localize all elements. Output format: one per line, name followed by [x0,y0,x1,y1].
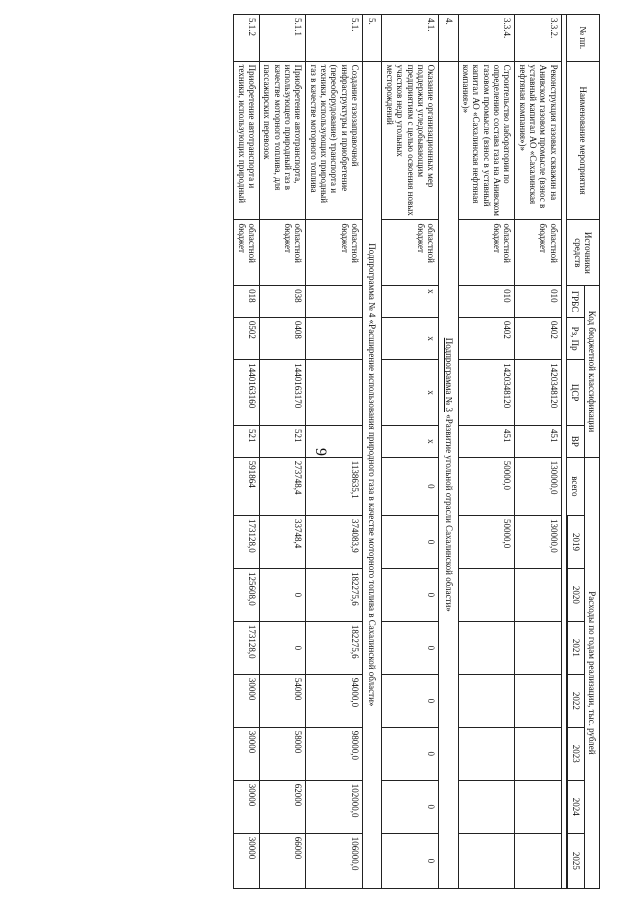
col-total-header: всего [566,457,584,515]
row-csr: 1440163160 [234,360,260,426]
row-2023 [458,727,515,780]
row-num: 3.3.4. [458,15,515,62]
row-rzpr: х [382,317,439,359]
col-grbs-header: ГРБС [566,286,584,318]
row-grbs: 038 [260,286,306,318]
header-row-1 [584,15,599,889]
row-2024 [515,780,561,833]
table-row [234,15,260,889]
row-2023: 0 [382,727,439,780]
row-grbs: 018 [234,286,260,318]
row-2021 [515,621,561,674]
row-2020: 0 [260,568,306,621]
row-2019: 374083,9 [306,515,363,568]
row-2019: 50000,0 [458,515,515,568]
row-2025 [458,833,515,888]
row-name: Оказание организационных мер поддержки угледобывающим предприятиям с целью освоения новых участков недр угольных месторождений [382,61,439,220]
row-2019: 173128,0 [234,515,260,568]
section-num: 4. [439,15,458,62]
row-vr [306,425,363,457]
row-csr [306,360,363,426]
budget-table-sheet [60,14,600,889]
row-total: 1138635,1 [306,457,363,515]
row-2025: 66000 [260,833,306,888]
col-csr-header: ЦСР [566,360,584,426]
row-2021: 0 [260,621,306,674]
col-2019-header: 2019 [567,515,584,568]
section-title-rest: «Развитие угольной отрасли Сахалинской области» [443,412,454,612]
col-rzpr-header: Рз, Пр [566,317,584,359]
row-num: 4.1. [382,15,439,62]
row-name: Приобретение автотранспорта, использующего природный газ в качестве моторного топлива, для пассажирских перевозок [260,61,306,220]
section-row [439,15,458,889]
col-vr-header: ВР [566,425,584,457]
table-row [260,15,306,889]
row-2024: 102000,0 [306,780,363,833]
row-2019: 130000,0 [515,515,561,568]
section-row [363,15,382,889]
row-rzpr: 0408 [260,317,306,359]
row-2021: 173128,0 [234,621,260,674]
col-2020-header: 2020 [567,568,584,621]
row-source: областной бюджет [306,220,363,286]
row-num: 5.1. [306,15,363,62]
row-2020 [458,568,515,621]
row-total: 273748,4 [260,457,306,515]
row-2024: 0 [382,780,439,833]
row-csr: 1440163170 [260,360,306,426]
col-2025-header: 2025 [567,833,584,888]
row-total: 50000,0 [458,457,515,515]
row-2022: 0 [382,674,439,727]
row-vr: 521 [234,425,260,457]
code-group-header: Код бюджетной классификации [584,286,599,458]
row-2019: 0 [382,515,439,568]
row-num: 5.1.1 [260,15,306,62]
row-num: 3.3.2. [515,15,561,62]
row-name: Строительство лаборатории по определению состава газа на Анивском газовом промысле (взнос в уставный капитал АО «Сахалинская нефтяная компания»)» [458,61,515,220]
section-title [439,61,458,888]
row-total: 0 [382,457,439,515]
row-grbs [306,286,363,318]
table-row [382,15,439,889]
table-row [515,15,561,889]
expense-group-header: Расходы по годам реализации, тыс. рублей [584,457,599,888]
page-number: 9 [312,448,329,456]
row-grbs: 010 [515,286,561,318]
row-2025: 0 [382,833,439,888]
row-2021: 182275,6 [306,621,363,674]
row-vr: 451 [515,425,561,457]
col-2024-header: 2024 [567,780,584,833]
row-2021 [458,621,515,674]
row-2023: 98000,0 [306,727,363,780]
row-rzpr: 0402 [515,317,561,359]
row-source: областной бюджет [234,220,260,286]
row-2024: 62000 [260,780,306,833]
col-2023-header: 2023 [567,727,584,780]
col-name-header: Наименование мероприятия [566,61,599,220]
row-2021: 0 [382,621,439,674]
row-name: Приобретение автотранспорта и техники, использующих природный [234,61,260,220]
row-source: областной бюджет [515,220,561,286]
row-2024 [458,780,515,833]
row-total: 591864 [234,457,260,515]
row-source: областной бюджет [260,220,306,286]
row-2025: 30000 [234,833,260,888]
row-2022: 94000,0 [306,674,363,727]
budget-table [233,14,600,889]
row-2022 [458,674,515,727]
row-2025: 106000,0 [306,833,363,888]
row-2022: 54000 [260,674,306,727]
row-2022 [515,674,561,727]
section-title-underlined: Подпрограмма № 3 [443,337,454,412]
row-2023 [515,727,561,780]
col-source-header: Источники средств [566,220,599,286]
col-num-header: № пп. [566,15,599,62]
row-2024: 30000 [234,780,260,833]
col-2022-header: 2022 [567,674,584,727]
row-2025 [515,833,561,888]
row-rzpr [306,317,363,359]
row-rzpr: 0502 [234,317,260,359]
row-vr: х [382,425,439,457]
row-vr: 521 [260,425,306,457]
row-2023: 30000 [234,727,260,780]
table-row [306,15,363,889]
row-vr: 451 [458,425,515,457]
row-csr: 1420348120 [515,360,561,426]
row-2020: 125608,0 [234,568,260,621]
row-2019: 33748,4 [260,515,306,568]
row-total: 130000,0 [515,457,561,515]
row-grbs: х [382,286,439,318]
row-source: областной бюджет [382,220,439,286]
row-csr: 1420348120 [458,360,515,426]
row-2020: 0 [382,568,439,621]
section-num: 5. [363,15,382,62]
row-grbs: 010 [458,286,515,318]
row-name: Реконструкция газовых скважин на Анивском газовом промысле (взнос в уставный капитал АО «Сахалинская нефтяная компания»)» [515,61,561,220]
row-rzpr: 0402 [458,317,515,359]
col-2021-header: 2021 [567,621,584,674]
row-num: 5.1.2 [234,15,260,62]
row-2023: 58000 [260,727,306,780]
row-2022: 30000 [234,674,260,727]
row-2020: 182275,6 [306,568,363,621]
section-title: Подпрограмма № 4 «Расширение использования природного газа в качестве моторного топлива в Сахалинской области» [363,61,382,888]
row-source: областной бюджет [458,220,515,286]
row-2020 [515,568,561,621]
row-name: Создание газозаправочной инфраструктуры и приобретение (переоборудование) транспорта и техники, использующих природный газ в качестве моторного топлива [306,61,363,220]
row-csr: х [382,360,439,426]
table-row [458,15,515,889]
